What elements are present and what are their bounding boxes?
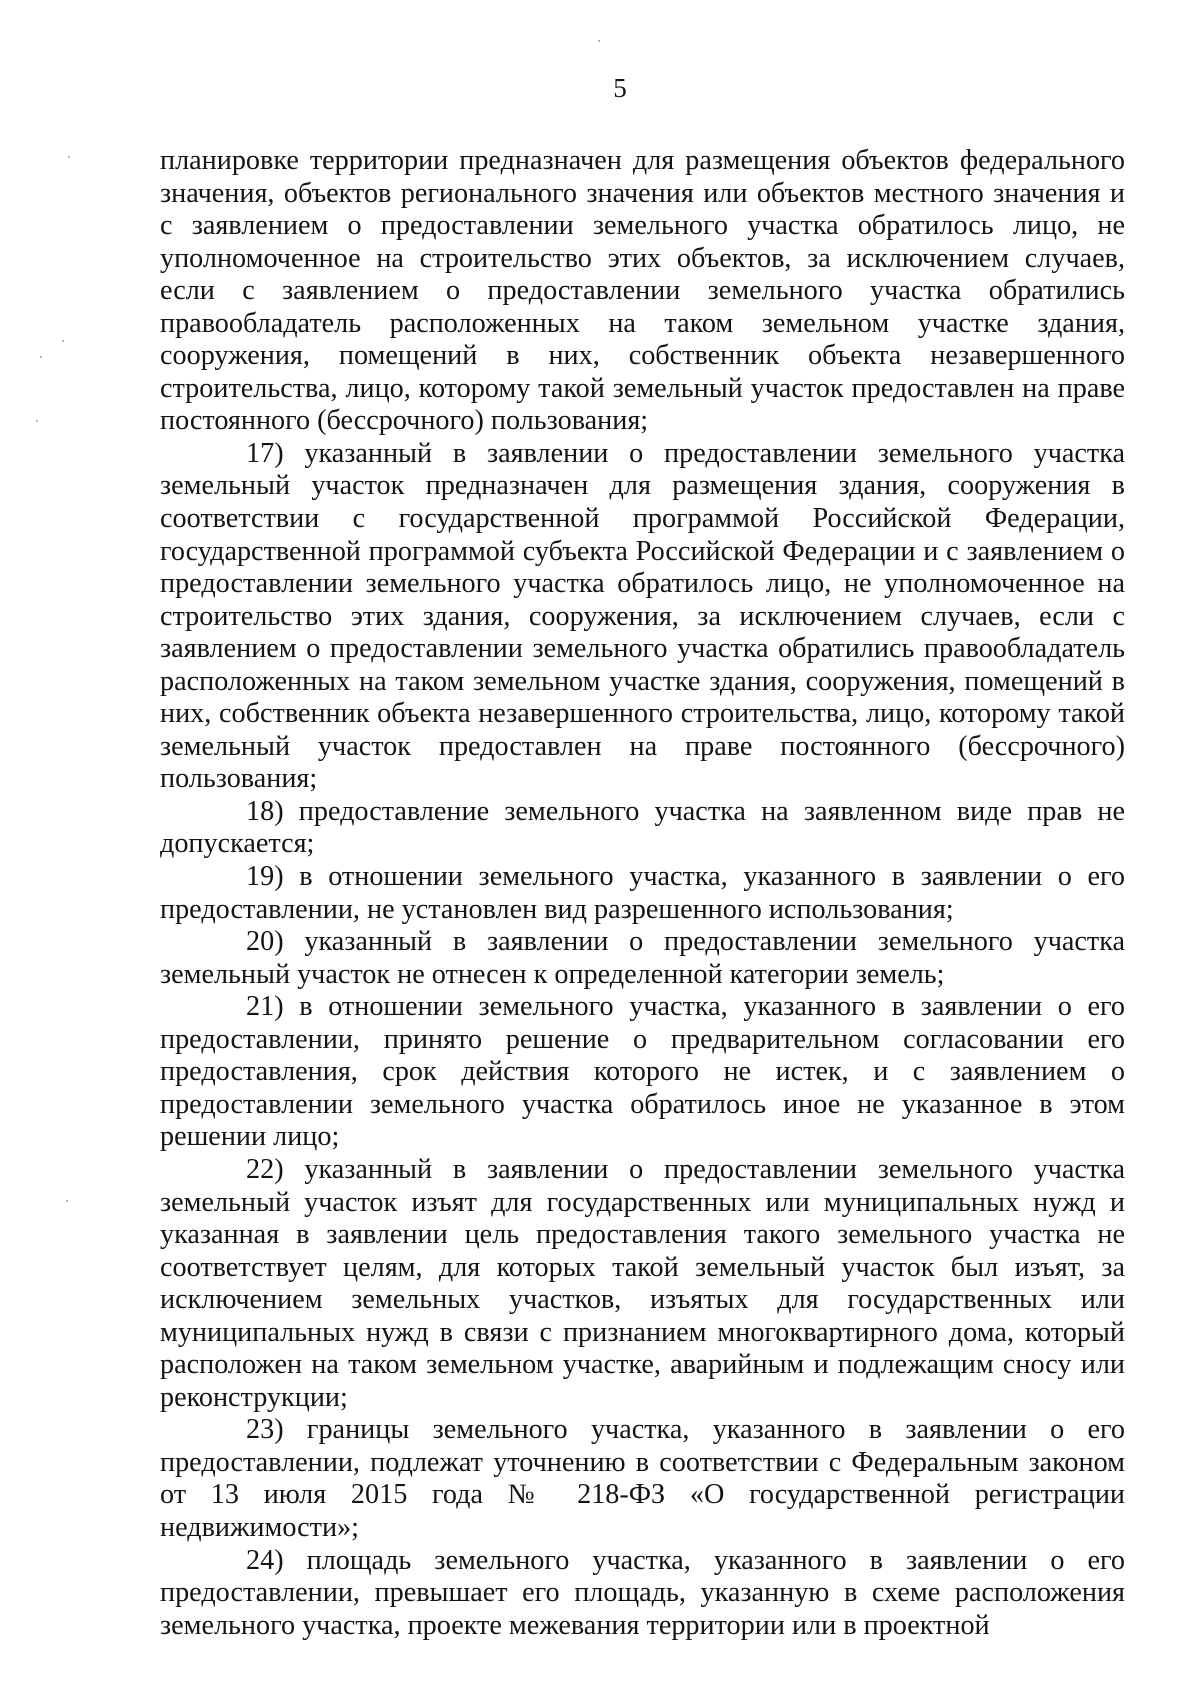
scan-speck (62, 340, 64, 342)
scan-speck (40, 356, 42, 358)
paragraph-continuation: планировке территории предназначен для размещения объектов федерального значения, объектов регионального значения или объектов местного значения и с заявлением о предоставлении земельного участка обратилось лицо, не уполномоченное на строительство этих объектов, за исключением случаев, если с заявлением о предоставлении земельного участка обратились правообладатель расположенных на таком земельном участке здания, сооружения, помещений в них, собственник объекта незавершенного строительства, лицо, которому такой земельный участок предоставлен на праве постоянного (бессрочного) пользования; (160, 145, 1125, 437)
scan-speck (598, 40, 600, 42)
scan-speck (36, 420, 38, 422)
paragraph-item-23: 23) границы земельного участка, указанного в заявлении о его предоставлении, подлежат уточнению в соответствии с Федеральным законом от 13 июля 2015 года № 218-ФЗ «О государственной регистрации недвижимости»; (160, 1414, 1125, 1543)
paragraph-item-21: 21) в отношении земельного участка, указанного в заявлении о его предоставлении, принято решение о предварительном согласовании его предоставления, срок действия которого не истек, и с заявлением о предоставлении земельного участка обратилось иное не указанное в этом решении лицо; (160, 991, 1125, 1153)
paragraph-item-18: 18) предоставление земельного участка на заявленном виде прав не допускается; (160, 795, 1125, 860)
scan-speck (66, 1200, 68, 1202)
paragraph-item-20: 20) указанный в заявлении о предоставлении земельного участка земельный участок не отнесен к определенной категории земель; (160, 926, 1125, 990)
paragraph-item-19: 19) в отношении земельного участка, указанного в заявлении о его предоставлении, не установлен вид разрешенного использования; (160, 861, 1125, 925)
scan-speck (68, 156, 70, 158)
paragraph-item-24: 24) площадь земельного участка, указанного в заявлении о его предоставлении, превышает его площадь, указанную в схеме расположения земельного участка, проекте межевания территории или в проектной (160, 1544, 1125, 1641)
page-number: 5 (613, 73, 627, 103)
paragraph-item-22: 22) указанный в заявлении о предоставлении земельного участка земельный участок изъят для государственных или муниципальных нужд и указанная в заявлении цель предоставления такого земельного участка не соответствует целям, для которых такой земельный участок был изъят, за исключением земельных участков, изъятых для государственных или муниципальных нужд в связи с признанием многоквартирного дома, который расположен на таком земельном участке, аварийным и подлежащим сносу или реконструкции; (160, 1153, 1125, 1413)
paragraph-item-17: 17) указанный в заявлении о предоставлении земельного участка земельный участок предназначен для размещения здания, сооружения в соответствии с государственной программой Российской Федерации, государственной программой субъекта Российской Федерации и с заявлением о предоставлении земельного участка обратилось лицо, не уполномоченное на строительство этих здания, сооружения, за исключением случаев, если с заявлением о предоставлении земельного участка обратились правообладатель расположенных на таком земельном участке здания, сооружения, помещений в них, собственник объекта незавершенного строительства, лицо, которому такой земельный участок предоставлен на праве постоянного (бессрочного) пользования; (160, 437, 1125, 795)
document-body (160, 145, 1125, 1642)
